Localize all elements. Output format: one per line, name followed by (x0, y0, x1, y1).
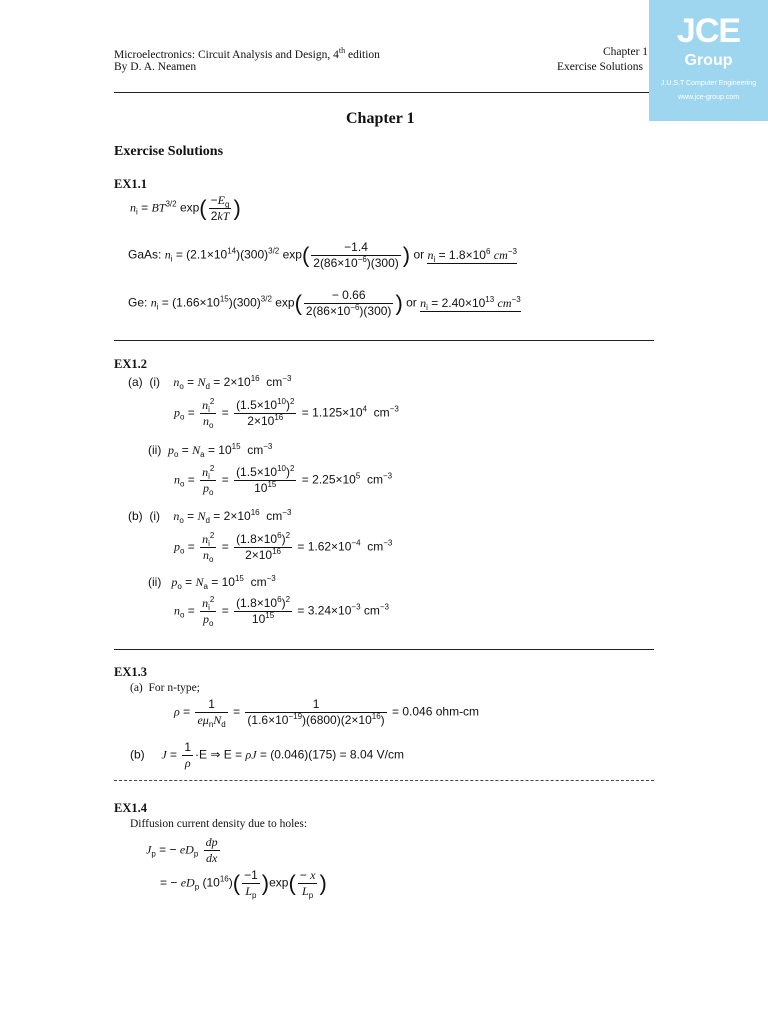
ex11-rule (114, 340, 654, 341)
logo-tagline: J.U.S.T Computer Engineering (660, 80, 757, 87)
ex13-label: EX1.3 (114, 665, 147, 679)
ex11-ge: Ge: $n_i = (1.66\times 10^{15})(300)^{3/2}$ exp( $\frac{- 0.66}{2(86\times 10^{-6})(300)}$ ) or $n_i = 2.40\times 10^{13}$ $cm^{-3}$ (128, 288, 521, 318)
ex13-b-formula: (b) J = $\frac{1}{\rho}$ ·E ⇒ E = ρJ = (0.046)(175) = 8.04 V/cm (130, 740, 404, 770)
ex12-b-ii-no: $n_o$ = $\frac{n_i^2}{p_o}$ = $\frac{(1.8\times 10^6)^2}{10^{15}}$ = $3.24\times 10^{-3}$ $cm^{-3}$ (174, 595, 389, 628)
ex11-label: EX1.1 (114, 177, 147, 191)
ex11-formula: $n_i = BT^{3/2}$ exp( $\frac{-E_g}{2kT}$ ) (130, 193, 241, 223)
ex12-a-ii: (ii) $p_o = N_a = 10^{15}$ $cm^{-3}$ (148, 442, 273, 459)
ex12-a-i: (a) (i) $n_o = N_d = 2\times 10^{16}$ $cm^{-3}$ (128, 374, 292, 391)
header-chapter: Chapter 1 (603, 46, 649, 58)
author: By D. A. Neamen (114, 61, 197, 73)
ex12-a-i-po: $p_o$ = $\frac{n_i^2}{n_o}$ = $\frac{(1.5\times 10^{10})^2}{2\times 10^{16}}$ = $1.125\times 10^4$ $cm^{-3}$ (174, 397, 399, 430)
ex12-b-i-po: $p_o$ = $\frac{n_i^2}{n_o}$ = $\frac{(1.8\times 10^6)^2}{2\times 10^{16}}$ = $1.62\times 10^{-4}$ $cm^{-3}$ (174, 531, 393, 564)
ex12-b-i: (b) (i) $n_o = N_d = 2\times 10^{16}$ $cm^{-3}$ (128, 508, 292, 525)
ex14-label: EX1.4 (114, 801, 147, 815)
ex13-dashed-rule (114, 780, 654, 781)
jce-group-logo (649, 0, 768, 121)
header-rule (114, 92, 654, 93)
page-subtitle: Exercise Solutions (114, 144, 224, 159)
ex12-label: EX1.2 (114, 357, 147, 371)
logo-brand: JCE (676, 12, 741, 50)
page-title: Chapter 1 (346, 110, 415, 127)
ex12-rule (114, 649, 654, 650)
ex13-a-formula: ρ = $\frac{1}{e\mu_nN_d}$ = $\frac{1}{(1.6\times 10^{-19})(6800)(2\times 10^{16})}$ = 0.046 ohm-cm (174, 697, 480, 729)
ex13-a-text: (a) For n-type; (130, 682, 200, 694)
ex12-b-ii: (ii) $p_o = N_a = 10^{15}$ $cm^{-3}$ (148, 574, 276, 591)
logo-group: Group (684, 52, 733, 69)
ex14-formula-2: = − $eD_p$ $(10^{16})$( $\frac{-1}{L_p}$ )exp( $\frac{- x}{L_p}$ ) (160, 868, 327, 900)
ex14-text: Diffusion current density due to holes: (130, 818, 308, 830)
book-title: Microelectronics: Circuit Analysis and Design, 4th edition (114, 46, 380, 61)
ex11-gaas: GaAs: $n_i = (2.1\times 10^{14})(300)^{3/2}$ exp( $\frac{-1.4}{2(86\times 10^{-6})(300)}$ ) or $n_i = 1.8\times 10^6$ $cm^{-3}$ (128, 240, 517, 270)
ex12-a-ii-no: $n_o$ = $\frac{n_i^2}{p_o}$ = $\frac{(1.5\times 10^{10})^2}{10^{15}}$ = $2.25\times 10^5$ $cm^{-3}$ (174, 464, 393, 497)
logo-url: www.jce-group.com (677, 94, 740, 101)
header-section: Exercise Solutions (557, 61, 643, 73)
ex14-formula-1: $J_p$ = − $eD_p$ $\frac{dp}{dx}$ (146, 835, 218, 865)
